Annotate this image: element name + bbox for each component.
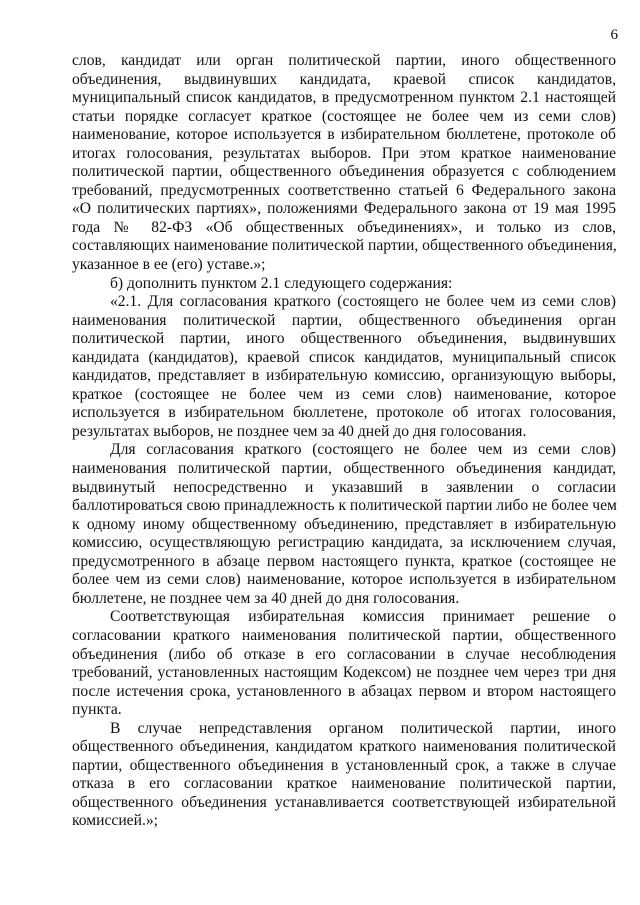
text-line: года № 82-ФЗ «Об общественных объединениях», и только из слов, [72,218,616,236]
page-number: 6 [610,27,618,43]
paragraph [72,275,616,294]
paragraph [72,608,616,719]
text-line: используется в избирательном бюллетене, протоколе об итогах голосования, [72,404,616,422]
text-line: объединения, выдвинувших кандидата, краевой список кандидатов, [72,70,616,88]
text-line: Для согласования краткого (состоящего не более чем из семи слов) [110,441,616,459]
text-line: к одному иному общественному объединению, представляет в избирательную [72,515,616,533]
text-line: выдвинутый непосредственно и указавший в заявлении о согласии [72,478,616,496]
text-line: баллотироваться свою принадлежность к политической партии либо не более чем [72,497,617,515]
text-line: наименования политической партии, общественного объединения орган [72,311,616,329]
text-line: пункта. [72,701,122,719]
text-line: политической партии, общественного объединения образуется с соблюдением [72,163,616,181]
paragraph [72,720,616,831]
text-line: общественного объединения устанавливается соответствующей избирательной [72,793,616,811]
text-line: кандидата (кандидатов), краевой список кандидатов, муниципальный список [72,348,616,366]
text-line: предусмотренного в абзаце первом настоящего пункта, краткое (состоящее не [72,552,616,570]
text-line: муниципальный список кандидатов, в предусмотренном пунктом 2.1 настоящей [72,89,616,107]
text-line: наименование, которое используется в избирательном бюллетене, протоколе об [72,126,616,144]
text-line: партии, общественного объединения в установленный срок, а также в случае [72,756,616,774]
text-line: слов, кандидат или орган политической партии, иного общественного [72,52,616,69]
text-line: требований, установленных настоящим Кодексом) не позднее чем через три дня [72,664,616,682]
text-line: наименования политической партии, общественного объединения кандидат, [72,460,616,478]
text-line: «О политических партиях», положениями Федерального закона от 19 мая 1995 [72,200,616,218]
text-line: более чем из семи слов) наименование, которое используется в избирательном [72,571,616,589]
text-line: б) дополнить пунктом 2.1 следующего содержания: [110,274,453,292]
text-line: комиссию, осуществляющую регистрацию кандидата, за исключением случая, [72,534,616,552]
text-line: кандидатов, представляет в избирательную комиссию, организующую выборы, [72,367,616,385]
text-line: составляющих наименование политической партии, общественного объединения, [72,237,617,255]
text-line: политической партии, иного общественного объединения, выдвинувших [72,330,616,348]
text-line: общественного объединения, кандидатом краткого наименования политической [72,738,616,756]
text-line: после истечения срока, установленного в абзацах первом и втором настоящего [72,682,616,700]
text-line: итогах голосования, результатах выборов. При этом краткое наименование [72,144,616,162]
text-line: В случае непредставления органом политической партии, иного [110,719,616,737]
document-body [72,52,616,831]
paragraph [72,441,616,608]
text-line: краткое (состоящее не более чем из семи слов) наименование, которое [72,385,616,403]
text-line: отказа в его согласовании краткое наименование политической партии, [72,775,616,793]
text-line: бюллетене, не позднее чем за 40 дней до дня голосования. [72,589,460,607]
paragraph [72,293,616,441]
text-line: результатах выборов, не позднее чем за 40 дней до дня голосования. [72,422,527,440]
text-line: согласовании краткого наименования политической партии, общественного [72,626,616,644]
text-line: статьи порядке согласует краткое (состоящее не более чем из семи слов) [72,107,616,125]
text-line: требований, предусмотренных соответственно статьей 6 Федерального закона [72,181,616,199]
text-line: «2.1. Для согласования краткого (состоящего не более чем из семи слов) [110,293,616,311]
text-line: Соответствующая избирательная комиссия принимает решение о [110,608,616,626]
text-line: объединения (либо об отказе в его согласовании в случае несоблюдения [72,645,616,663]
text-line: комиссией.»; [72,812,158,830]
text-line: указанное в ее (его) уставе.»; [72,256,266,274]
paragraph [72,52,616,275]
